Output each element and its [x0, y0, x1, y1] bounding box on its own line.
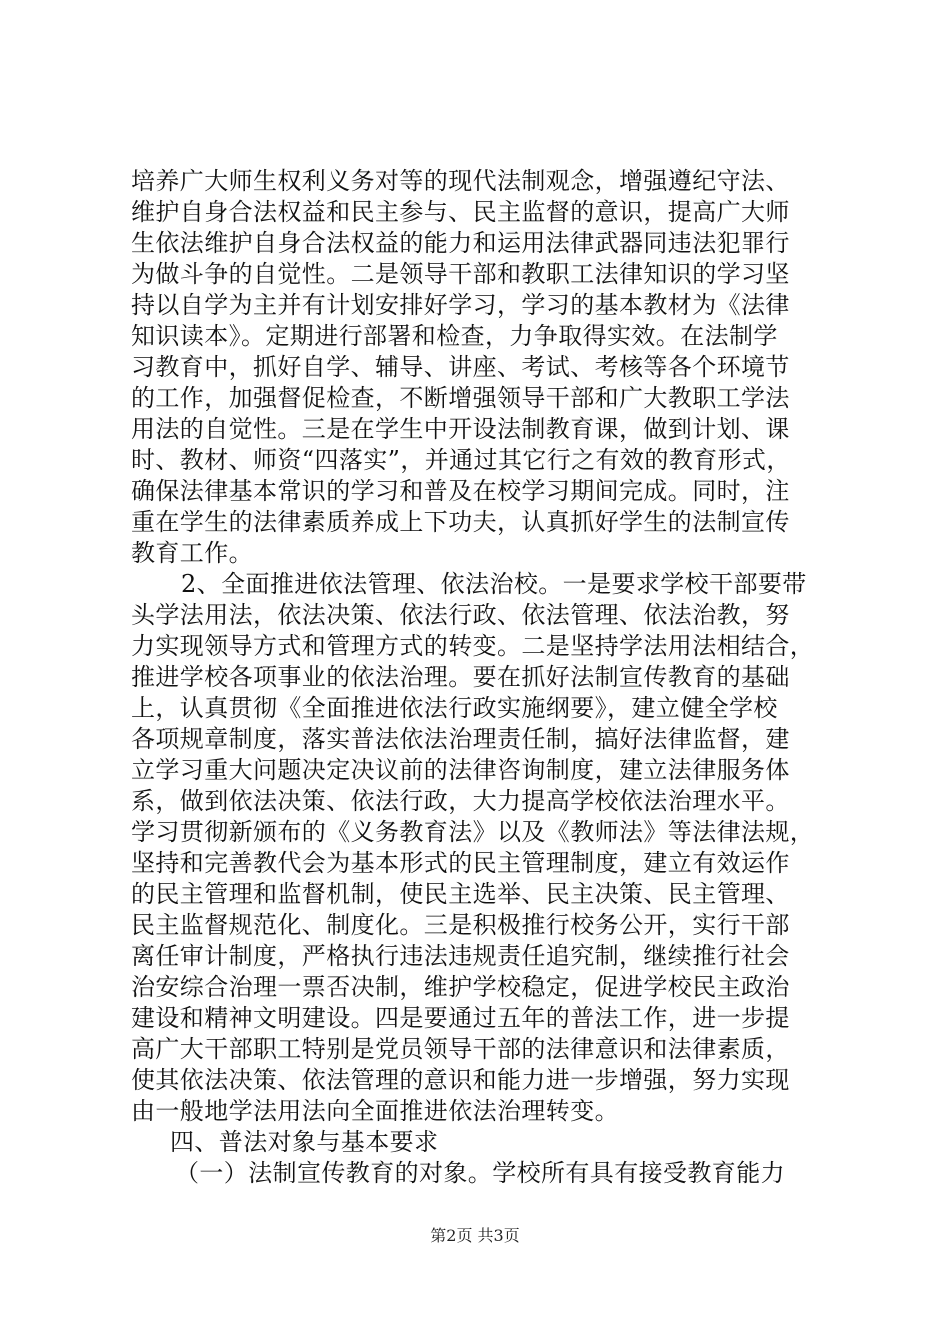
body-text-line: 知识读本》。定期进行部署和检查，力争取得实效。在法制学 — [131, 322, 778, 350]
subsection-line: （一）法制宣传教育的对象。学校所有具有接受教育能力 — [175, 1159, 785, 1187]
body-text-line: 持以自学为主并有计划安排好学习，学习的基本教材为《法律 — [131, 291, 790, 319]
body-text-line: 确保法律基本常识的学习和普及在校学习期间完成。同时，注 — [131, 477, 790, 505]
body-text-line: 头学法用法，依法决策、依法行政、依法管理、依法治教，努 — [131, 601, 790, 629]
body-text-line: 坚持和完善教代会为基本形式的民主管理制度，建立有效运作 — [131, 849, 790, 877]
body-text-line: 重在学生的法律素质养成上下功夫，认真抓好学生的法制宣传 — [131, 508, 790, 536]
body-text-line: 用法的自觉性。三是在学生中开设法制教育课，做到计划、课 — [131, 415, 790, 443]
body-text-line: 各项规章制度，落实普法依法治理责任制，搞好法律监督，建 — [131, 725, 790, 753]
body-text-line: 生依法维护自身合法权益的能力和运用法律武器同违法犯罪行 — [131, 229, 790, 257]
paragraph-start-line: 2、全面推进依法管理、依法治校。一是要求学校干部要带 — [181, 570, 807, 598]
body-text-line: 使其依法决策、依法管理的意识和能力进一步增强，努力实现 — [131, 1066, 790, 1094]
body-text-line: 离任审计制度，严格执行违法违规责任追究制，继续推行社会 — [131, 942, 790, 970]
body-text-line: 教育工作。 — [131, 539, 253, 567]
section-heading: 四、普法对象与基本要求 — [170, 1128, 439, 1156]
body-text-line: 维护自身合法权益和民主参与、民主监督的意识，提高广大师 — [131, 198, 790, 226]
body-text-line: 推进学校各项事业的依法治理。要在抓好法制宣传教育的基础 — [131, 663, 790, 691]
page-number-footer: 第2页 共3页 — [430, 1226, 520, 1245]
body-text-line: 上，认真贯彻《全面推进依法行政实施纲要》，建立健全学校 — [131, 694, 778, 722]
body-text-line: 为做斗争的自觉性。二是领导干部和教职工法律知识的学习坚 — [131, 260, 790, 288]
body-text-line: 由一般地学法用法向全面推进依法治理转变。 — [131, 1097, 619, 1125]
body-text-line: 学习贯彻新颁布的《义务教育法》以及《教师法》等法律法规， — [131, 818, 815, 846]
body-text-line: 的民主管理和监督机制，使民主选举、民主决策、民主管理、 — [131, 880, 790, 908]
body-text-line: 习教育中，抓好自学、辅导、讲座、考试、考核等各个环境节 — [131, 353, 790, 381]
body-text-line: 培养广大师生权利义务对等的现代法制观念，增强遵纪守法、 — [131, 167, 790, 195]
body-text-line: 时、教材、师资“四落实”，并通过其它行之有效的教育形式， — [131, 446, 791, 474]
body-text-line: 治安综合治理一票否决制，维护学校稳定，促进学校民主政治 — [131, 973, 790, 1001]
body-text-line: 立学习重大问题决定决议前的法律咨询制度，建立法律服务体 — [131, 756, 790, 784]
body-text-line: 建设和精神文明建设。四是要通过五年的普法工作，进一步提 — [131, 1004, 790, 1032]
body-text-line: 力实现领导方式和管理方式的转变。二是坚持学法用法相结合， — [131, 632, 815, 660]
body-text-line: 民主监督规范化、制度化。三是积极推行校务公开，实行干部 — [131, 911, 790, 939]
body-text-line: 高广大干部职工特别是党员领导干部的法律意识和法律素质， — [131, 1035, 790, 1063]
body-text-line: 系，做到依法决策、依法行政，大力提高学校依法治理水平。 — [131, 787, 790, 815]
body-text-line: 的工作，加强督促检查，不断增强领导干部和广大教职工学法 — [131, 384, 790, 412]
